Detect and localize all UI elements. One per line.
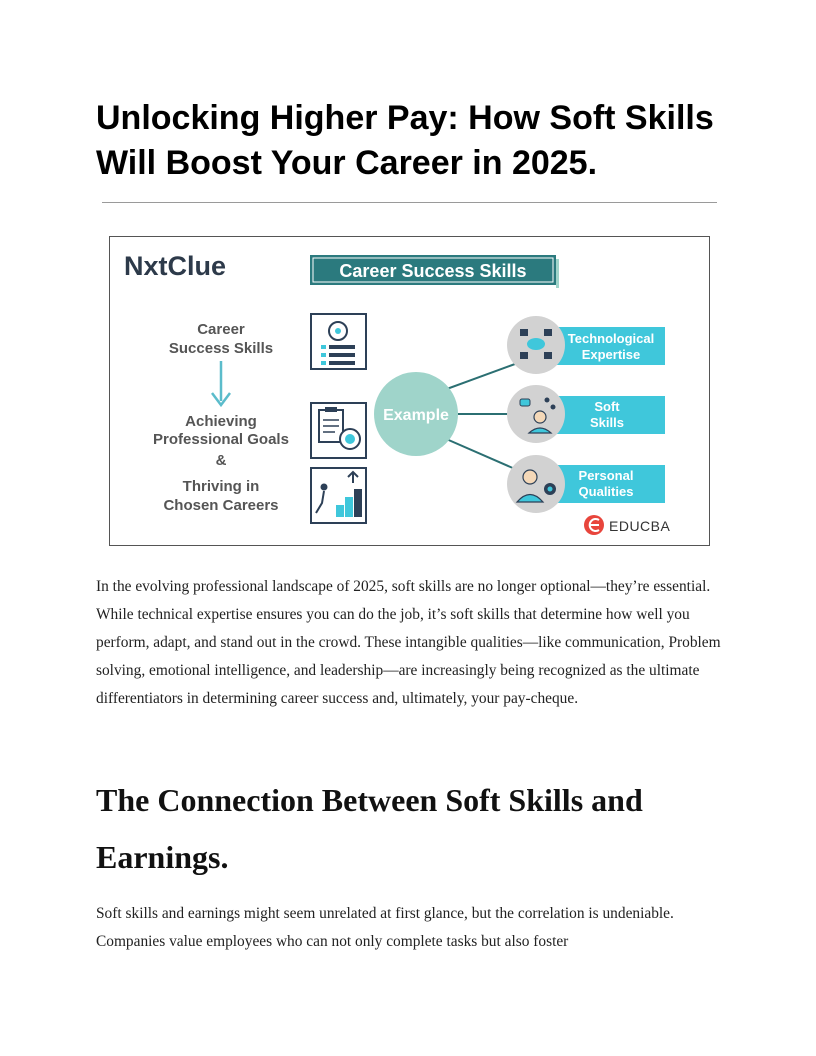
section-heading: The Connection Between Soft Skills and Earnings.	[96, 782, 643, 875]
example-label: Example	[383, 407, 449, 424]
article-title: Unlocking Higher Pay: How Soft Skills Will Boost Your Career in 2025.	[96, 99, 714, 182]
left-goal-line1: Achieving	[185, 413, 257, 430]
banner-title: Career Success Skills	[339, 261, 527, 281]
nxtclue-logo: NxtClue	[124, 251, 227, 281]
branch-1-line1: Technological	[567, 331, 655, 346]
left-goal-line3: Thriving in	[182, 478, 260, 495]
title-divider	[102, 202, 717, 203]
intro-paragraph: In the evolving professional landscape of 2025, soft skills are no longer optional—they’re essential. While technical expertise ensures you can do the job, it’s soft skills that determine how well you perform, adapt, and stand out in the crowd. These intangible qualities—like communication, Problem solving, emotional intelligence, and leadership—are increasingly being recognized as the ultimate differentiators in determining career success and, ultimately, your pay-cheque.	[96, 578, 721, 707]
personal-qualities-person-icon	[507, 455, 565, 513]
left-goal-line4: Chosen Careers	[163, 497, 279, 514]
educba-logo-text: EDUCBA	[609, 518, 671, 534]
banner	[310, 255, 559, 288]
section-paragraph: Soft skills and earnings might seem unrelated at first glance, but the correlation is undeniable. Companies value employees who can not only complete tasks but also foster	[96, 905, 674, 950]
branch-2-line1: Soft	[594, 399, 620, 414]
left-label-line2: Success Skills	[168, 340, 274, 357]
left-label-line1: Career	[197, 321, 245, 338]
career-skills-figure	[109, 236, 710, 546]
educba-logo-icon	[584, 515, 604, 535]
gear-checklist-icon	[311, 314, 366, 369]
branch-3-line2: Qualities	[578, 484, 634, 499]
branch-1-line2: Expertise	[581, 347, 641, 362]
branch-3-line1: Personal	[578, 468, 634, 483]
branch-2-line2: Skills	[590, 415, 624, 430]
clipboard-target-icon	[311, 403, 366, 458]
left-goal-line2: Professional Goals	[153, 431, 289, 448]
left-goal-amp: &	[215, 452, 227, 469]
growth-ladder-icon	[311, 468, 366, 523]
down-arrow-icon	[212, 361, 230, 405]
